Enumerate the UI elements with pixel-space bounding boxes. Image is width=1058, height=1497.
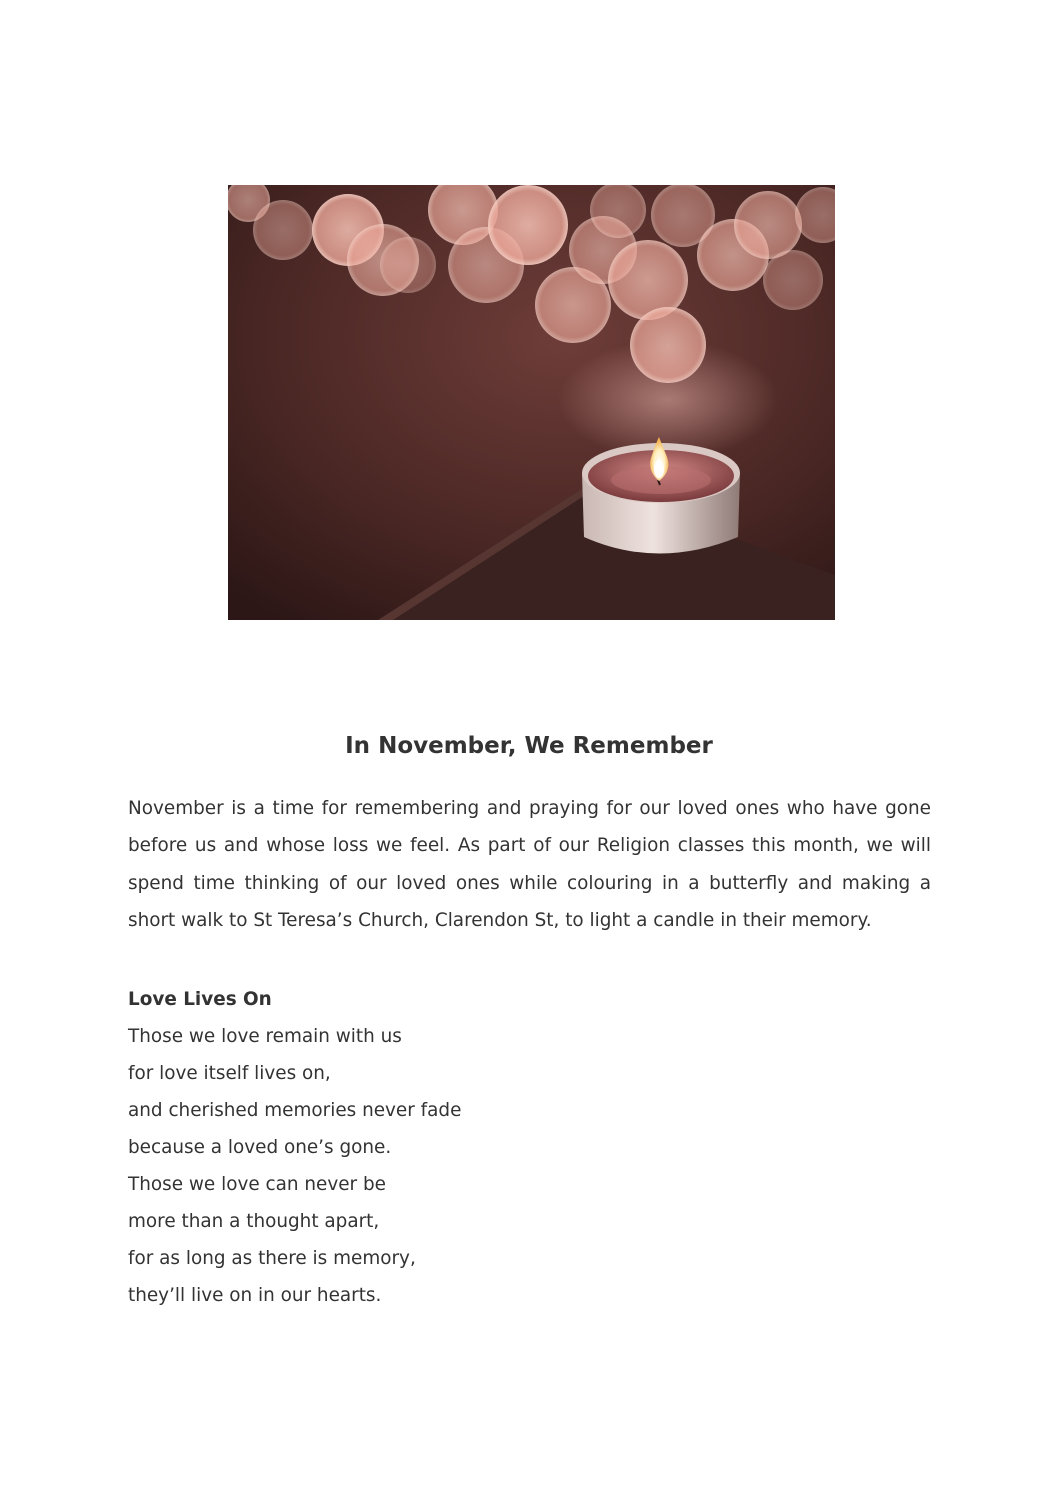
page-title: In November, We Remember: [345, 733, 713, 759]
intro-paragraph: November is a time for remembering and praying for our loved ones who have gone before us and whose loss we feel. As part of our Religion classes this month, we will spend time thinking of our loved ones while colouring in a butterfly and making a short walk to St Teresa’s Church, Clarendon St, to light a candle in their memory.: [128, 798, 931, 931]
poem-line: and cherished memories never fade: [128, 1100, 462, 1121]
poem-title: Love Lives On: [128, 989, 272, 1010]
tea-light: [582, 437, 740, 554]
candle-photo: [228, 185, 835, 620]
poem-line: Those we love remain with us: [128, 1026, 402, 1047]
poem-line: for as long as there is memory,: [128, 1248, 416, 1269]
poem: [128, 981, 728, 1314]
poem-line: Those we love can never be: [128, 1174, 386, 1195]
poem-line: because a loved one’s gone.: [128, 1137, 392, 1158]
poem-line: they’ll live on in our hearts.: [128, 1285, 382, 1306]
poem-line: for love itself lives on,: [128, 1063, 331, 1084]
poem-line: more than a thought apart,: [128, 1211, 380, 1232]
